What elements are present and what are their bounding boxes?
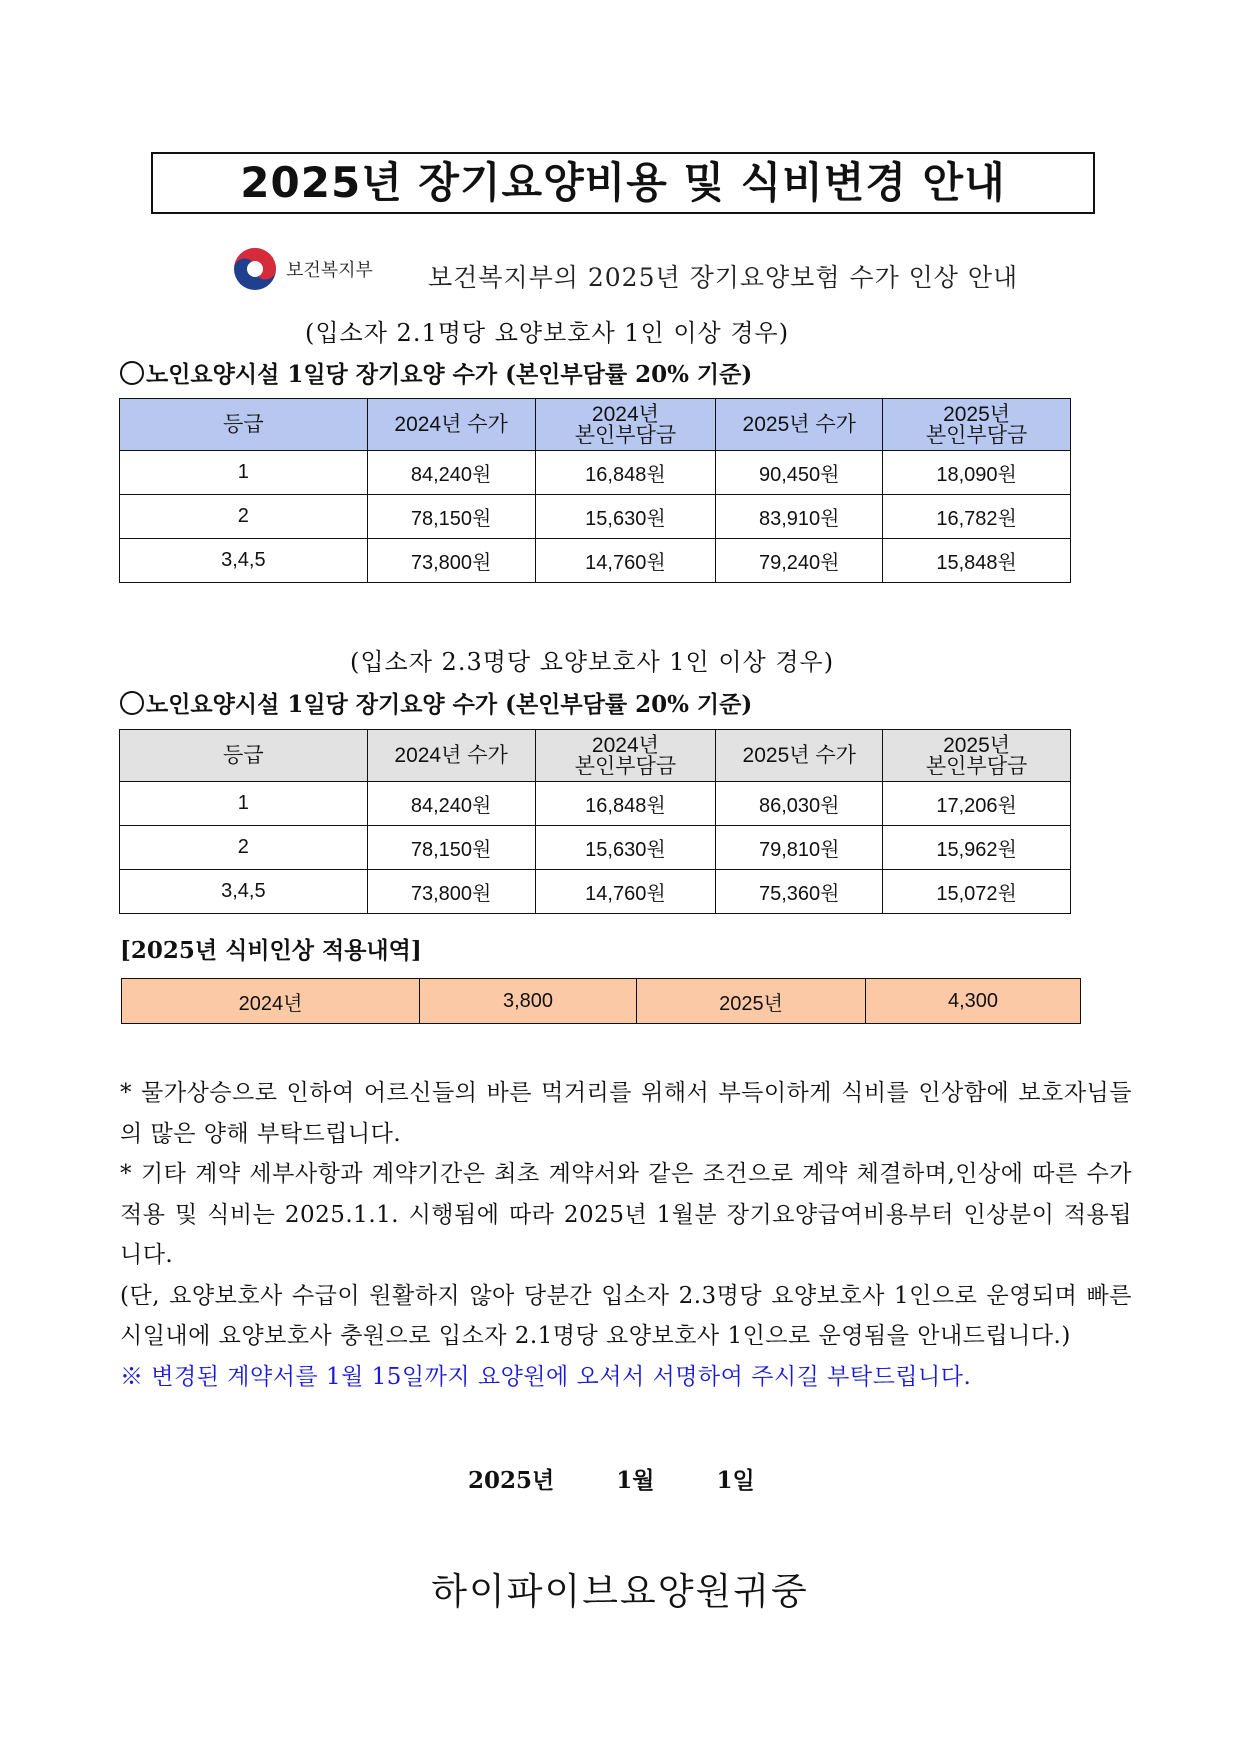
- signature-request-notice: ※ 변경된 계약서를 1월 15일까지 요양원에 오셔서 서명하여 주시길 부탁드립니다.: [120, 1363, 972, 1390]
- cell-grade: 1: [120, 451, 368, 495]
- header-2024-fee: 2024년 수가: [367, 399, 535, 451]
- notes-block: [120, 1073, 1132, 1397]
- cell-value: 79,810원: [716, 826, 883, 870]
- header-grade: 등급: [120, 399, 368, 451]
- cell-value: 73,800원: [367, 539, 535, 583]
- header-2025-copay: 2025년 본인부담금: [883, 730, 1071, 782]
- table-row: [120, 495, 1071, 539]
- circle-bullet-icon: [120, 361, 144, 385]
- section2-subheading: 노인요양시설 1일당 장기요양 수가 (본인부담률 20% 기준): [120, 686, 752, 719]
- food-cost-row: [121, 978, 1081, 1024]
- note-paragraph: * 기타 계약 세부사항과 계약기간은 최초 계약서와 같은 조건으로 계약 체결하며,인상에 따른 수가적용 및 식비는 2025.1.1. 시행됨에 따라 2025년 1월분 장기요양급여비용부터 인상분이 적용됩니다.: [120, 1161, 1132, 1268]
- cell-value: 15,848원: [883, 539, 1071, 583]
- table-header-row: [120, 399, 1071, 451]
- circle-bullet-icon: [120, 691, 144, 715]
- section2-heading: (입소자 2.3명당 요양보호사 1인 이상 경우): [350, 648, 835, 676]
- cell-value: 73,800원: [367, 870, 535, 914]
- table-row: [120, 539, 1071, 583]
- cell-value: 83,910원: [716, 495, 883, 539]
- cell-grade: 2: [120, 826, 368, 870]
- cell-value: 84,240원: [367, 782, 535, 826]
- cell-value: 78,150원: [367, 826, 535, 870]
- cell-grade: 2: [120, 495, 368, 539]
- table-row: [120, 782, 1071, 826]
- ministry-notice: 보건복지부의 2025년 장기요양보험 수가 인상 안내: [428, 263, 1019, 292]
- taegeuk-icon: [232, 246, 278, 292]
- cell-value: 14,760원: [535, 870, 716, 914]
- food-cell-year: 2024년: [122, 979, 420, 1023]
- section1-subheading: 노인요양시설 1일당 장기요양 수가 (본인부담률 20% 기준): [120, 356, 752, 389]
- cell-value: 16,782원: [883, 495, 1071, 539]
- food-cell-amount: 3,800: [420, 979, 637, 1023]
- closing-recipient: 하이파이브요양원귀중: [431, 1570, 809, 1613]
- cell-value: 15,630원: [535, 495, 716, 539]
- date-month: 1월: [616, 1467, 655, 1494]
- note-paragraph: * 물가상승으로 인하여 어르신들의 바른 먹거리를 위해서 부득이하게 식비를 인상함에 보호자님들의 많은 양해 부탁드립니다.: [120, 1080, 1132, 1147]
- header-2024-fee: 2024년 수가: [367, 730, 535, 782]
- cell-value: 78,150원: [367, 495, 535, 539]
- date-day: 1일: [716, 1467, 755, 1494]
- table-header-row: [120, 730, 1071, 782]
- cell-value: 14,760원: [535, 539, 716, 583]
- cell-value: 84,240원: [367, 451, 535, 495]
- date-year: 2025년: [468, 1467, 555, 1494]
- fee-table-2-3: [119, 729, 1071, 914]
- cell-value: 15,962원: [883, 826, 1071, 870]
- cell-value: 86,030원: [716, 782, 883, 826]
- note-paragraph: (단, 요양보호사 수급이 원활하지 않아 당분간 입소자 2.3명당 요양보호사 1인으로 운영되며 빠른 시일내에 요양보호사 충원으로 입소자 2.1명당 요양보호사 1인으로 운영됨을 안내드립니다.): [120, 1282, 1132, 1349]
- header-2024-copay: 2024년 본인부담금: [535, 399, 716, 451]
- header-grade: 등급: [120, 730, 368, 782]
- food-cell-amount: 4,300: [947, 989, 999, 1012]
- cell-value: 18,090원: [883, 451, 1071, 495]
- table-row: [120, 451, 1071, 495]
- food-cost-heading: [2025년 식비인상 적용내역]: [120, 937, 422, 964]
- food-cell-year: 2025년: [637, 979, 866, 1023]
- cell-value: 15,072원: [883, 870, 1071, 914]
- cell-value: 16,848원: [535, 451, 716, 495]
- cell-grade: 3,4,5: [120, 870, 368, 914]
- table-row: [120, 870, 1071, 914]
- fee-table-2-1: [119, 398, 1071, 583]
- cell-value: 79,240원: [716, 539, 883, 583]
- cell-value: 15,630원: [535, 826, 716, 870]
- header-2025-copay: 2025년 본인부담금: [883, 399, 1071, 451]
- header-2025-fee: 2025년 수가: [716, 730, 883, 782]
- document-date: [468, 1462, 755, 1495]
- cell-value: 17,206원: [883, 782, 1071, 826]
- cell-value: 16,848원: [535, 782, 716, 826]
- page-title: 2025년 장기요양비용 및 식비변경 안내: [151, 152, 1095, 214]
- section1-heading: (입소자 2.1명당 요양보호사 1인 이상 경우): [305, 319, 790, 347]
- cell-value: 75,360원: [716, 870, 883, 914]
- cell-value: 90,450원: [716, 451, 883, 495]
- table-row: [120, 826, 1071, 870]
- header-2025-fee: 2025년 수가: [716, 399, 883, 451]
- ministry-logo: [232, 246, 373, 292]
- cell-grade: 1: [120, 782, 368, 826]
- ministry-name: 보건복지부: [286, 260, 373, 280]
- cell-grade: 3,4,5: [120, 539, 368, 583]
- header-2024-copay: 2024년 본인부담금: [535, 730, 716, 782]
